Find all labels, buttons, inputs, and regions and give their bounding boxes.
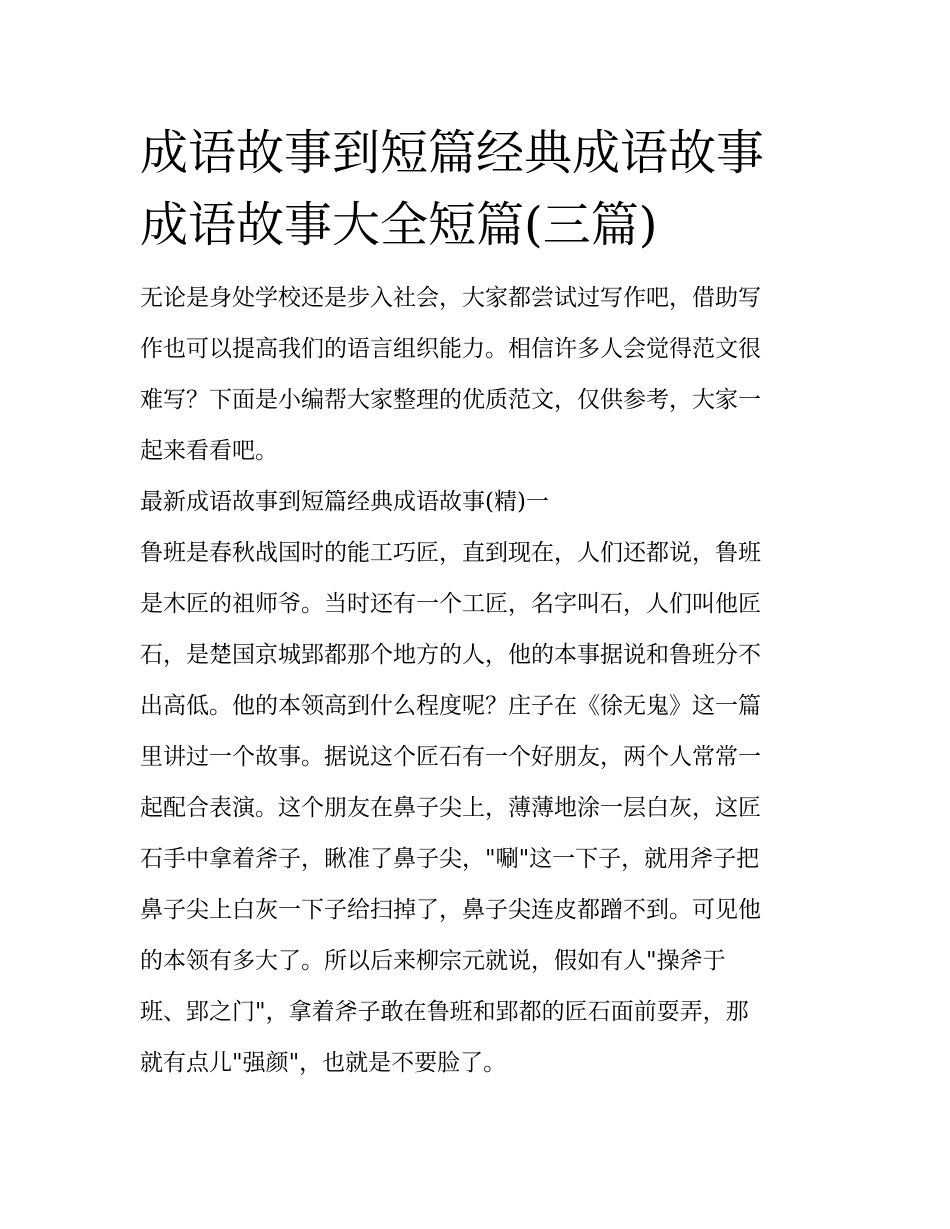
story-line: 里讲过一个故事。据说这个匠石有一个好朋友，两个人常常一 xyxy=(140,744,761,770)
intro-line: 作也可以提高我们的语言组织能力。相信许多人会觉得范文很 xyxy=(140,336,761,362)
story-line: 出高低。他的本领高到什么程度呢？庄子在《徐无鬼》这一篇 xyxy=(140,693,761,719)
story-line: 是木匠的祖师爷。当时还有一个工匠，名字叫石，人们叫他匠 xyxy=(140,591,761,617)
title-line-1: 成语故事到短篇经典成语故事 xyxy=(140,125,765,181)
intro-line: 难写？下面是小编帮大家整理的优质范文，仅供参考，大家一 xyxy=(140,387,761,413)
intro-paragraph xyxy=(140,273,812,477)
story-line: 石，是楚国京城郢都那个地方的人，他的本事据说和鲁班分不 xyxy=(140,642,761,668)
story-line: 就有点儿"强颜"，也就是不要脸了。 xyxy=(140,1050,507,1076)
story-line: 石手中拿着斧子，瞅准了鼻子尖，"唰"这一下子，就用斧子把 xyxy=(140,846,760,872)
story-line: 鼻子尖上白灰一下子给扫掉了，鼻子尖连皮都蹭不到。可见他 xyxy=(140,897,761,923)
intro-line: 无论是身处学校还是步入社会，大家都尝试过写作吧，借助写 xyxy=(140,285,761,311)
story-line: 的本领有多大了。所以后来柳宗元就说，假如有人"操斧于 xyxy=(140,948,726,974)
story-line: 班、郢之门"，拿着斧子敢在鲁班和郢都的匠石面前耍弄，那 xyxy=(140,999,749,1025)
title-line-2: 成语故事大全短篇(三篇) xyxy=(140,197,658,253)
story-line: 起配合表演。这个朋友在鼻子尖上，薄薄地涂一层白灰，这匠 xyxy=(140,795,761,821)
document-page xyxy=(140,117,812,1089)
intro-line: 起来看看吧。 xyxy=(140,438,278,464)
section-heading: 最新成语故事到短篇经典成语故事(精)一 xyxy=(140,489,549,515)
story-line: 鲁班是春秋战国时的能工巧匠，直到现在，人们还都说，鲁班 xyxy=(140,540,761,566)
story-paragraph xyxy=(140,528,812,1089)
document-title xyxy=(140,117,812,261)
